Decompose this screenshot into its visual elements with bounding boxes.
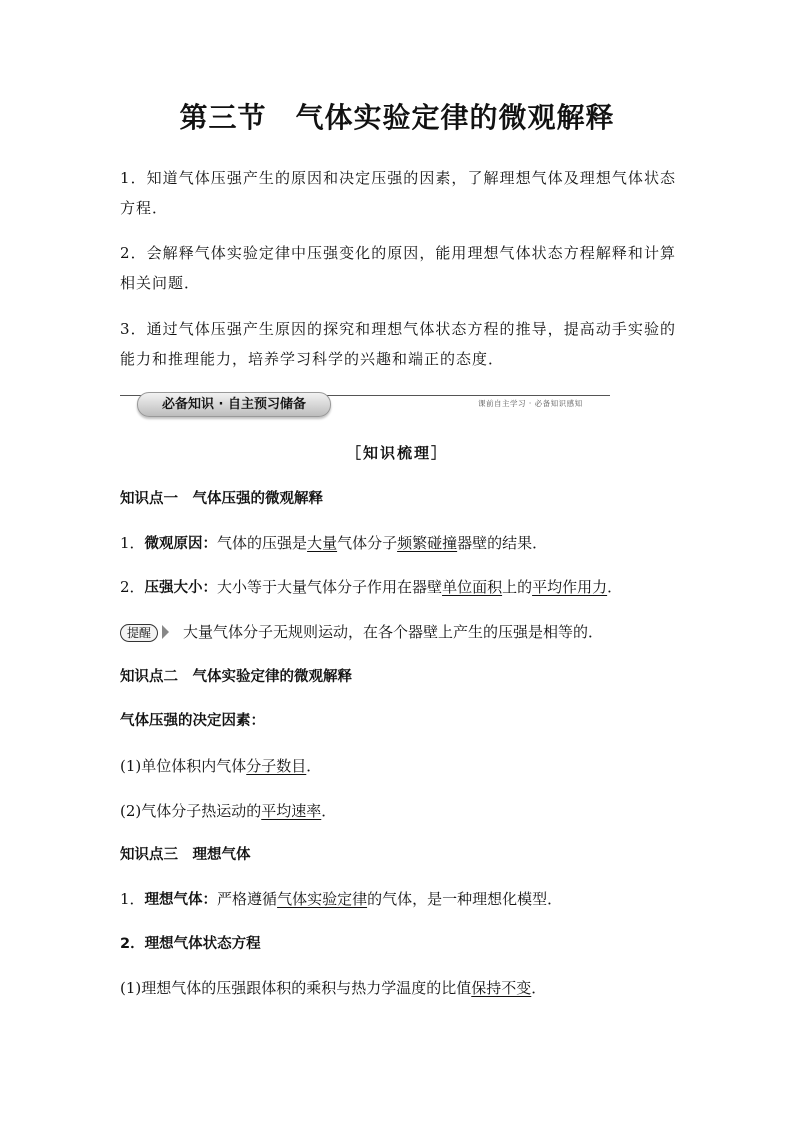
kp3-line-1: 1．理想气体：严格遵循气体实验定律的气体，是一种理想化模型．	[120, 890, 563, 908]
kp3-heading: 知识点三 理想气体	[120, 847, 251, 863]
learning-goal-1: 1．知道气体压强产生的原因和决定压强的因素，了解理想气体及理想气体状态方程．	[120, 169, 676, 217]
kp3-line-3: (1)理想气体的压强跟体积的乘积与热力学温度的比值保持不变．	[120, 979, 547, 997]
kp2-line-1: (1)单位体积内气体分子数目．	[120, 757, 322, 775]
learning-goal-2: 2．会解释气体实验定律中压强变化的原因，能用理想气体状态方程解释和计算相关问题．	[120, 244, 676, 292]
tip-arrow-icon	[162, 625, 169, 639]
learning-goal-3: 3．通过气体压强产生原因的探究和理想气体状态方程的推导，提高动手实验的能力和推理能力，培养学习科学的兴趣和端正的态度．	[120, 320, 676, 368]
kp1-line-2: 2．压强大小：大小等于大量气体分子作用在器壁单位面积上的平均作用力．	[120, 578, 623, 596]
section-tag: 课前自主学习 · 必备知识感知	[478, 399, 583, 408]
kp2-subheading: 气体压强的决定因素：	[120, 713, 265, 729]
kp2-heading: 知识点二 气体实验定律的微观解释	[120, 669, 352, 685]
kp1-heading: 知识点一 气体压强的微观解释	[120, 491, 323, 507]
kp1-line-1: 1．微观原因：气体的压强是大量气体分子频繁碰撞器壁的结果．	[120, 534, 548, 552]
kp3-line-2: 2．理想气体状态方程	[120, 936, 261, 952]
tip-badge: 提醒	[120, 624, 158, 642]
page-title: 第三节 气体实验定律的微观解释	[179, 101, 615, 134]
section-badge: 必备知识 · 自主预习储备	[137, 392, 331, 417]
knowledge-heading: ［知识梳理］	[345, 444, 448, 462]
kp1-tip: 提醒 大量气体分子无规则运动，在各个器壁上产生的压强是相等的．	[120, 621, 680, 643]
kp2-line-2: (2)气体分子热运动的平均速率．	[120, 802, 337, 820]
